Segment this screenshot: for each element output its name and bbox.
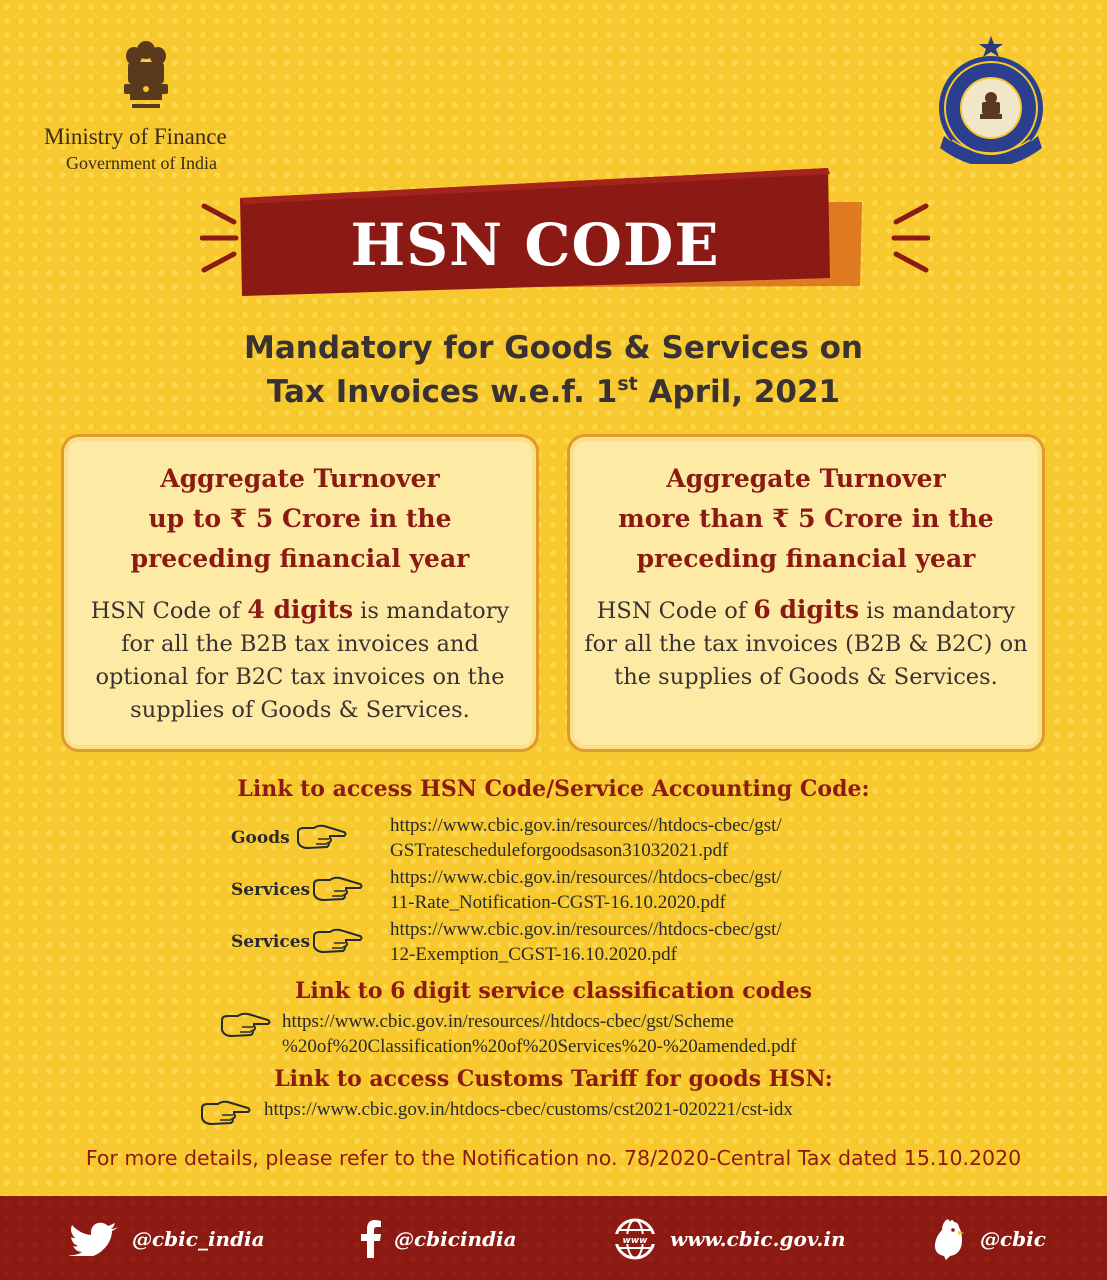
pointing-hand-icon (296, 824, 348, 850)
link-label-goods: Goods (231, 828, 290, 848)
services-exemption-link[interactable]: https://www.cbic.gov.in/resources//htdocs-cbec/gst/ 12-Exemption_CGST-16.10.2020.pdf (390, 919, 782, 965)
facebook-icon (356, 1220, 384, 1258)
koo-bird-icon (932, 1218, 970, 1260)
card-body: HSN Code of 6 digits is mandatory for all the tax invoices (B2B & B2C) on the supplies of Goods & Services. (584, 595, 1028, 690)
svg-text:www: www (622, 1236, 648, 1246)
globe-icon (610, 1218, 660, 1260)
koo-handle[interactable]: @cbic (932, 1222, 1046, 1256)
customs-tariff-link[interactable]: https://www.cbic.gov.in/htdocs-cbec/customs/cst2021-020221/cst-idx (264, 1099, 793, 1120)
footer-note: For more details, please refer to the Notification no. 78/2020-Central Tax dated 15.10.2020 (85, 1146, 1022, 1170)
service-classification-link[interactable]: https://www.cbic.gov.in/resources//htdocs-cbec/gst/Scheme %20of%20Classification%20of%20Services%20-%20amended.pdf (282, 1011, 797, 1057)
hsn-link-heading: Link to access HSN Code/Service Accounting Code: (237, 776, 870, 802)
card-heading: Aggregate Turnover up to ₹ 5 Crore in the preceding financial year (130, 464, 470, 573)
link-label-services: Services (231, 932, 311, 952)
subtitle-line-1: Mandatory for Goods & Services on (243, 330, 863, 366)
banner-title: HSN CODE (350, 211, 720, 279)
facebook-handle[interactable]: @cbicindia (356, 1222, 517, 1256)
card-more-than-5-crore (567, 434, 1045, 752)
subtitle (100, 326, 1007, 414)
twitter-icon (68, 1222, 122, 1256)
subtitle-line-2: Tax Invoices w.e.f. 1st April, 2021 (266, 373, 841, 410)
ashoka-emblem-icon (118, 36, 174, 112)
pointing-hand-icon (200, 1100, 252, 1126)
services-rate-link[interactable]: https://www.cbic.gov.in/resources//htdocs-cbec/gst/ 11-Rate_Notification-CGST-16.10.2020.pdf (390, 867, 782, 913)
pointing-hand-icon (312, 928, 364, 954)
pointing-hand-icon (220, 1012, 272, 1038)
twitter-handle[interactable]: @cbic_india (68, 1222, 265, 1256)
card-up-to-5-crore (61, 434, 539, 752)
card-heading: Aggregate Turnover more than ₹ 5 Crore in the preceding financial year (618, 464, 994, 573)
customs-tariff-heading: Link to access Customs Tariff for goods HSN: (274, 1066, 833, 1092)
card-body: HSN Code of 4 digits is mandatory for all the B2B tax invoices and optional for B2C tax invoices on the supplies of Goods & Services. (90, 595, 510, 723)
ministry-name: Ministry of Finance (44, 124, 227, 149)
government-name: Government of India (66, 153, 217, 173)
website-link[interactable]: www www.cbic.gov.in (610, 1222, 846, 1256)
pointing-hand-icon (312, 876, 364, 902)
goods-link[interactable]: https://www.cbic.gov.in/resources//htdocs-cbec/gst/ GSTratescheduleforgoodsason31032021.pdf (390, 815, 782, 861)
link-label-services: Services (231, 880, 311, 900)
cbic-seal-icon (930, 36, 1052, 164)
service-classification-heading: Link to 6 digit service classification codes (294, 978, 813, 1004)
